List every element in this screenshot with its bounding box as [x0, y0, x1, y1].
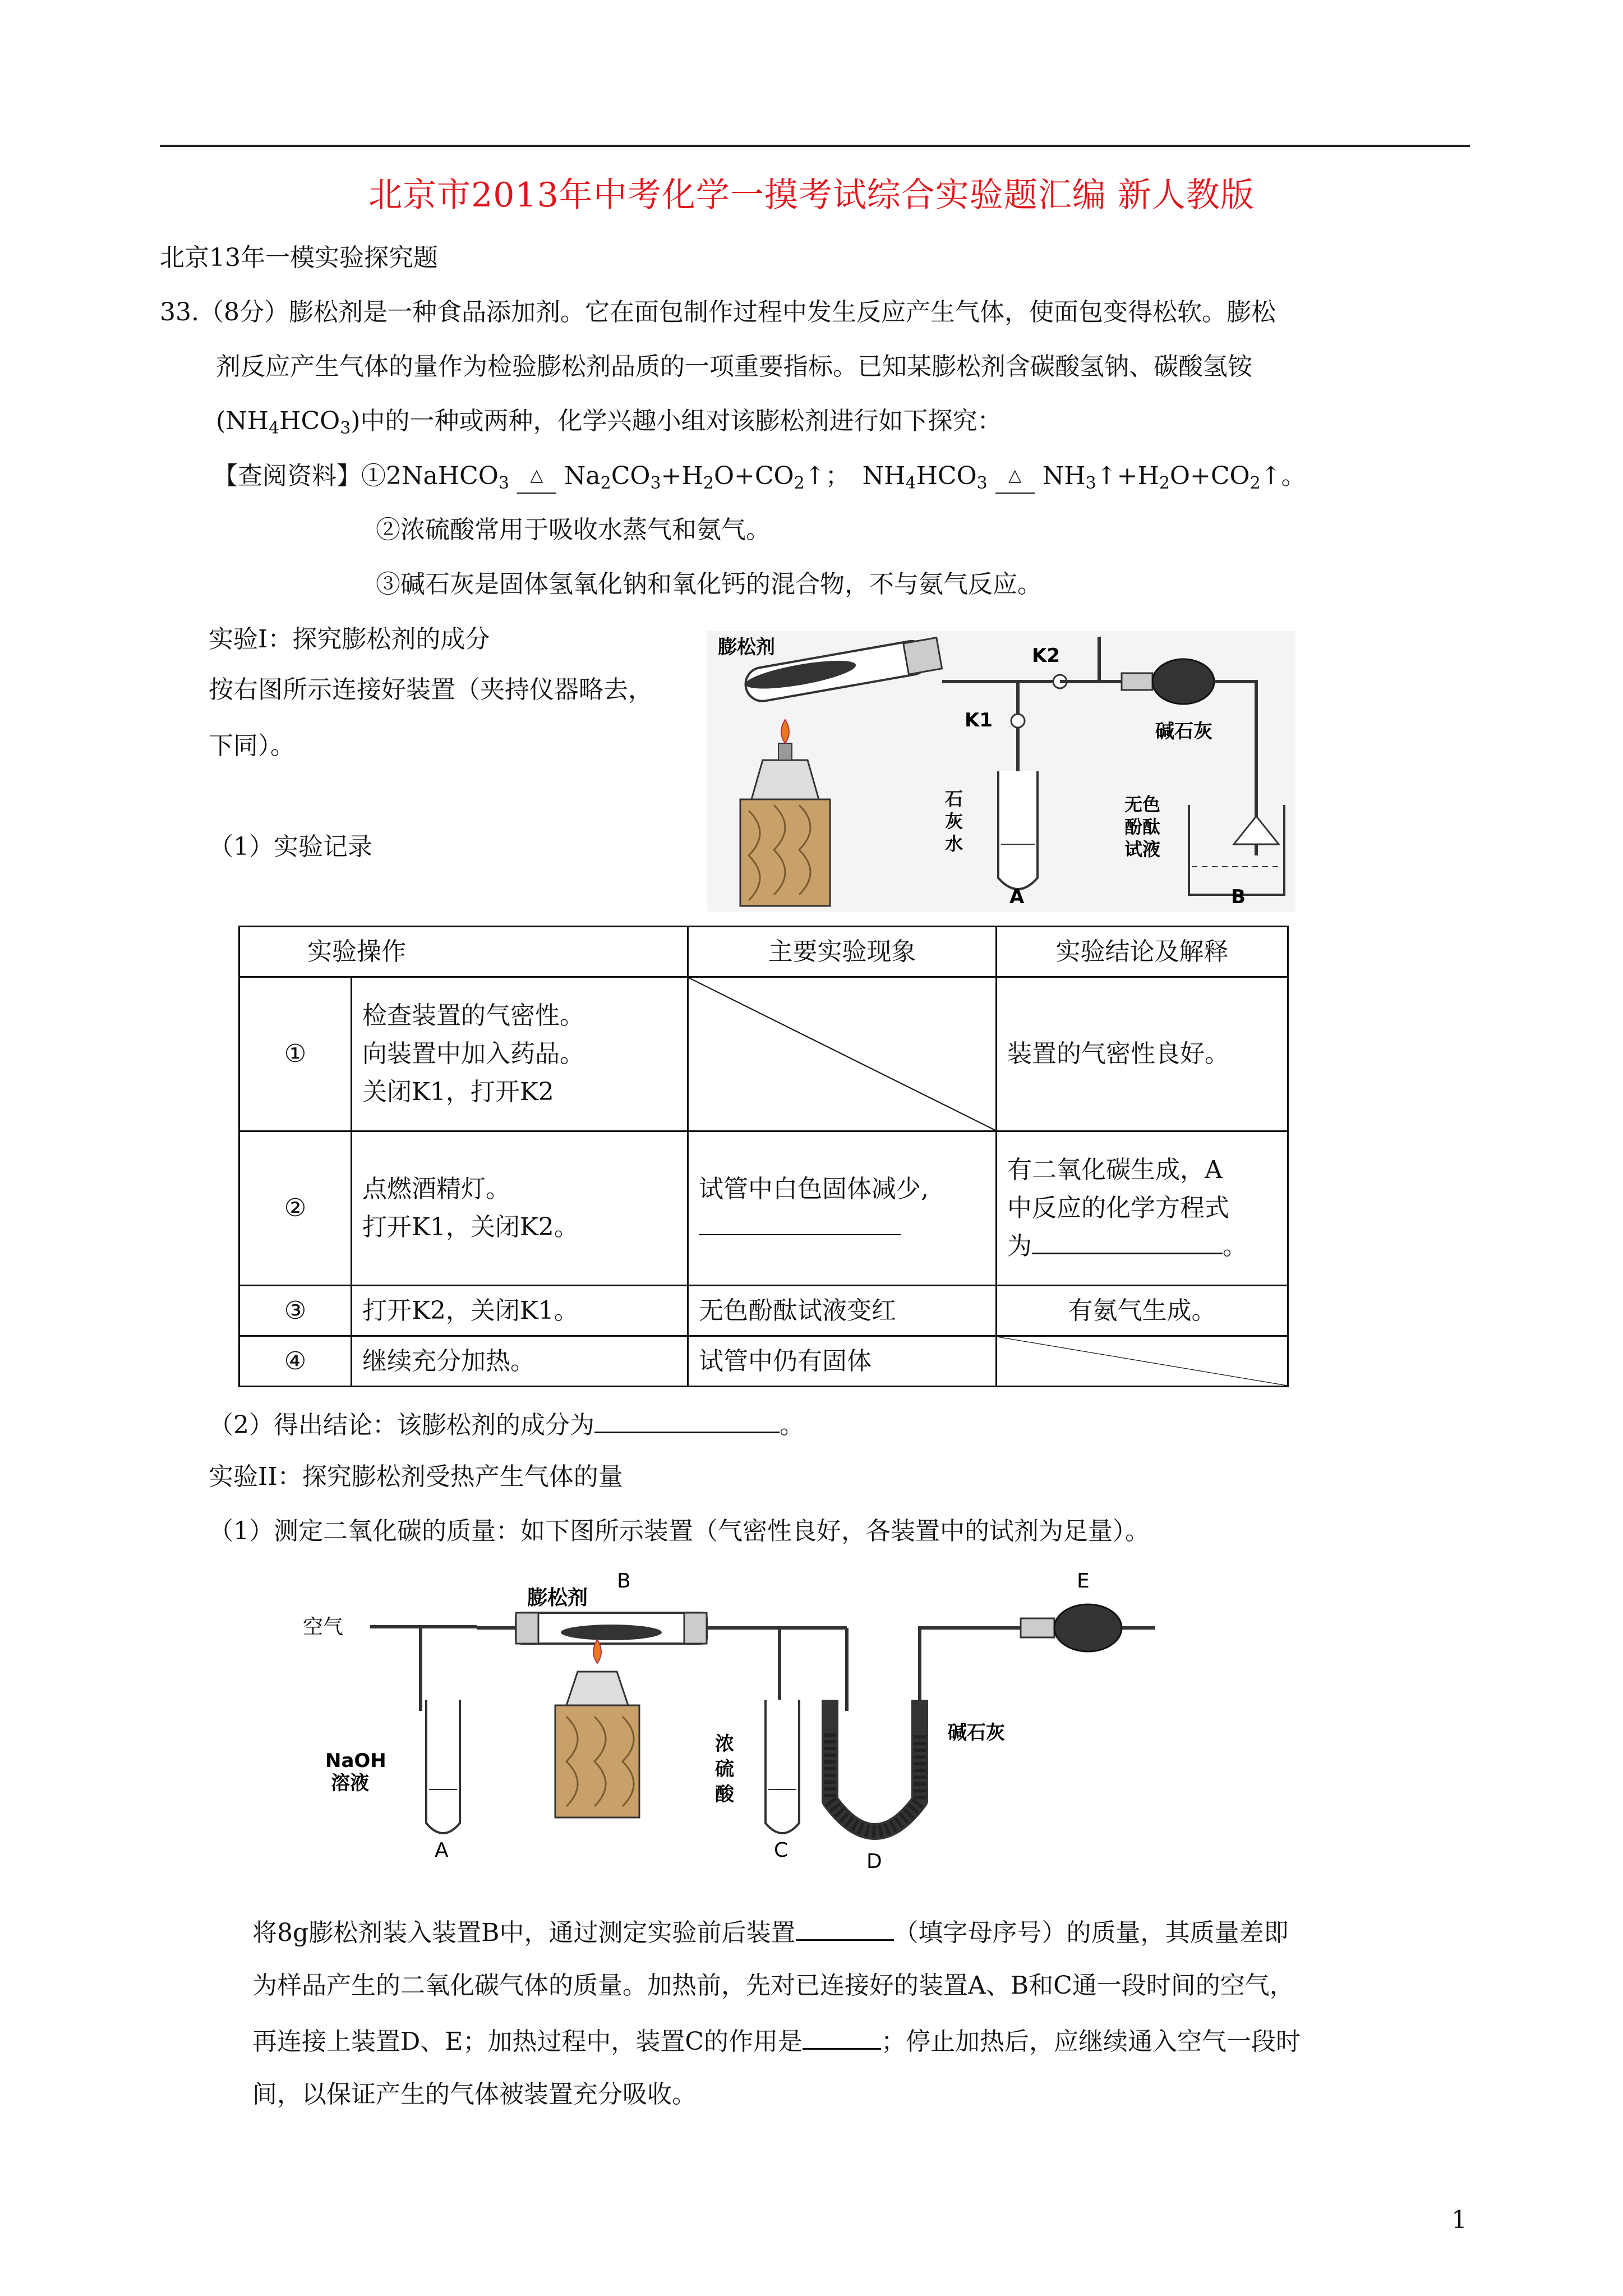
apparatus-figure-2 [292, 1565, 1166, 1874]
exp2-step1: （1）测定二氧化碳的质量：如下图所示装置（气密性良好，各装置中的试剂为足量）。 [209, 1517, 1150, 1545]
reference-eq-line: 【查阅资料】①2NaHCO$_3$ △ $Na_2CO_3+H_2O+CO_2↑$； $NH_4HCO_3$ △ $NH_3↑+H_2O+CO_2↑$。 [213, 459, 1306, 493]
para-line3: 再连接上装置D、E；加热过程中，装置C的作用是 ；停止加热后，应继续通入空气一段时 [252, 2023, 1301, 2059]
conclusion-line: （2）得出结论：该膨松剂的成分为 。 [209, 1407, 804, 1442]
label-acid-3: 酸 [715, 1783, 734, 1806]
label-naoh-1: NaOH [325, 1750, 386, 1772]
label-a: A [435, 1839, 449, 1862]
label-limewater-1: 石 [945, 788, 963, 809]
alcohol-lamp [751, 760, 819, 799]
row-number: ④ [239, 1336, 352, 1387]
para-line1: 将8g膨松剂装入装置B中，通过测定实验前后装置 （填字母序号）的质量，其质量差即 [252, 1915, 1289, 1950]
page-number: 1 [1451, 2206, 1467, 2234]
row-operation: 点燃酒精灯。 打开K1，关闭K2。 [352, 1131, 688, 1286]
answer-blank [1032, 1230, 1223, 1254]
answer-blank [796, 1915, 894, 1941]
row-number: ② [239, 1131, 352, 1286]
label-b: B [1231, 886, 1246, 908]
para-line2: 为样品产生的二氧化碳气体的质量。加热前，先对已连接好的装置A、B和C通一段时间的空气， [252, 1971, 1294, 2000]
header-rule [160, 145, 1470, 147]
label-naoh-2: 溶液 [331, 1772, 369, 1795]
row-phenomenon: 无色酚酞试液变红 [688, 1286, 997, 1336]
crossed-cell [997, 1336, 1288, 1387]
label-agent: 膨松剂 [527, 1586, 588, 1609]
label-e: E [1077, 1570, 1090, 1593]
header-phenomenon: 主要实验现象 [688, 927, 997, 977]
exp1-desc1: 按右图所示连接好装置（夹持仪器略去， [209, 675, 653, 704]
exp1-desc2: 下同）。 [209, 731, 295, 760]
q33-line2: 剂反应产生气体的量作为检验膨松剂品质的一项重要指标。已知某膨松剂含碳酸氢钠、碳酸氢铵 [216, 352, 1252, 381]
label-k2: K2 [1032, 645, 1061, 667]
label-a: A [1009, 886, 1025, 908]
row-conclusion: 有氨气生成。 [997, 1286, 1288, 1336]
heat-symbol: △ [995, 459, 1035, 493]
row-operation: 继续充分加热。 [352, 1336, 688, 1387]
label-k1: K1 [965, 709, 993, 731]
row-operation: 打开K2，关闭K1。 [352, 1286, 688, 1336]
apparatus-figure-1 [707, 631, 1295, 912]
table-row [239, 1286, 1288, 1336]
row-number: ③ [239, 1286, 352, 1336]
table-row [239, 977, 1288, 1131]
reference-2: ②浓硫酸常用于吸收水蒸气和氨气。 [376, 516, 771, 544]
row-number: ① [239, 977, 352, 1131]
label-soda-lime: 碱石灰 [948, 1722, 1005, 1744]
label-c: C [774, 1839, 789, 1862]
tube-a [998, 771, 1038, 889]
row-phenomenon: 试管中仍有固体 [688, 1336, 997, 1387]
k1-valve [1011, 714, 1025, 728]
row-conclusion: 有二氧化碳生成，A 中反应的化学方程式 为 。 [997, 1131, 1288, 1286]
crossed-cell [688, 977, 997, 1131]
q33-line3: $(NH_4HCO_3)$中的一种或两种，化学兴趣小组对该膨松剂进行如下探究： [216, 407, 1002, 438]
table-row [239, 1131, 1288, 1286]
label-soda-lime: 碱石灰 [1155, 720, 1212, 743]
tube-c [766, 1700, 799, 1833]
tube-a [426, 1700, 460, 1833]
label-limewater-2: 灰 [945, 811, 963, 832]
label-agent: 膨松剂 [718, 636, 775, 659]
soda-lime-bulb [1054, 1604, 1122, 1651]
answer-blank [594, 1407, 780, 1433]
reference-3: ③碱石灰是固体氢氧化钠和氧化钙的混合物，不与氨气反应。 [376, 570, 1042, 599]
exp2-title: 实验II：探究膨松剂受热产生气体的量 [209, 1462, 623, 1491]
header-conclusion: 实验结论及解释 [997, 927, 1288, 977]
record-label: （1）实验记录 [209, 832, 372, 861]
header-op: 实验操作 [239, 927, 688, 977]
subtitle: 北京13年一模实验探究题 [160, 243, 438, 272]
label-b: B [617, 1570, 631, 1593]
row-operation: 检查装置的气密性。 向装置中加入药品。 关闭K1，打开K2 [352, 977, 688, 1131]
heat-symbol: △ [517, 459, 556, 493]
record-table [238, 926, 1289, 1387]
label-acid-2: 硫 [715, 1758, 734, 1780]
page-title: 北京市2013年中考化学一摸考试综合实验题汇编 新人教版 [368, 176, 1255, 215]
label-phenol-1: 无色 [1124, 794, 1161, 815]
answer-blank [699, 1212, 901, 1235]
label-air: 空气 [303, 1616, 344, 1639]
label-phenol-3: 试液 [1124, 839, 1161, 860]
table-header-row [239, 927, 1288, 977]
q33-line1: 33.（8分）膨松剂是一种食品添加剂。它在面包制作过程中发生反应产生气体，使面包变得松软。膨松 [160, 298, 1276, 326]
label-acid-1: 浓 [715, 1733, 734, 1755]
exp1-title: 实验I：探究膨松剂的成分 [209, 625, 490, 654]
row-phenomenon: 试管中白色固体减少, [688, 1131, 997, 1286]
alcohol-lamp [566, 1672, 628, 1705]
label-d: D [866, 1850, 882, 1873]
row-conclusion: 装置的气密性良好。 [997, 977, 1288, 1131]
label-phenol-2: 酚酞 [1124, 816, 1161, 838]
soda-lime-bulb [1152, 659, 1214, 704]
label-limewater-3: 水 [945, 833, 963, 854]
answer-blank [803, 2023, 881, 2050]
para-line4: 间，以保证产生的气体被装置充分吸收。 [252, 2080, 697, 2109]
table-row [239, 1336, 1288, 1387]
